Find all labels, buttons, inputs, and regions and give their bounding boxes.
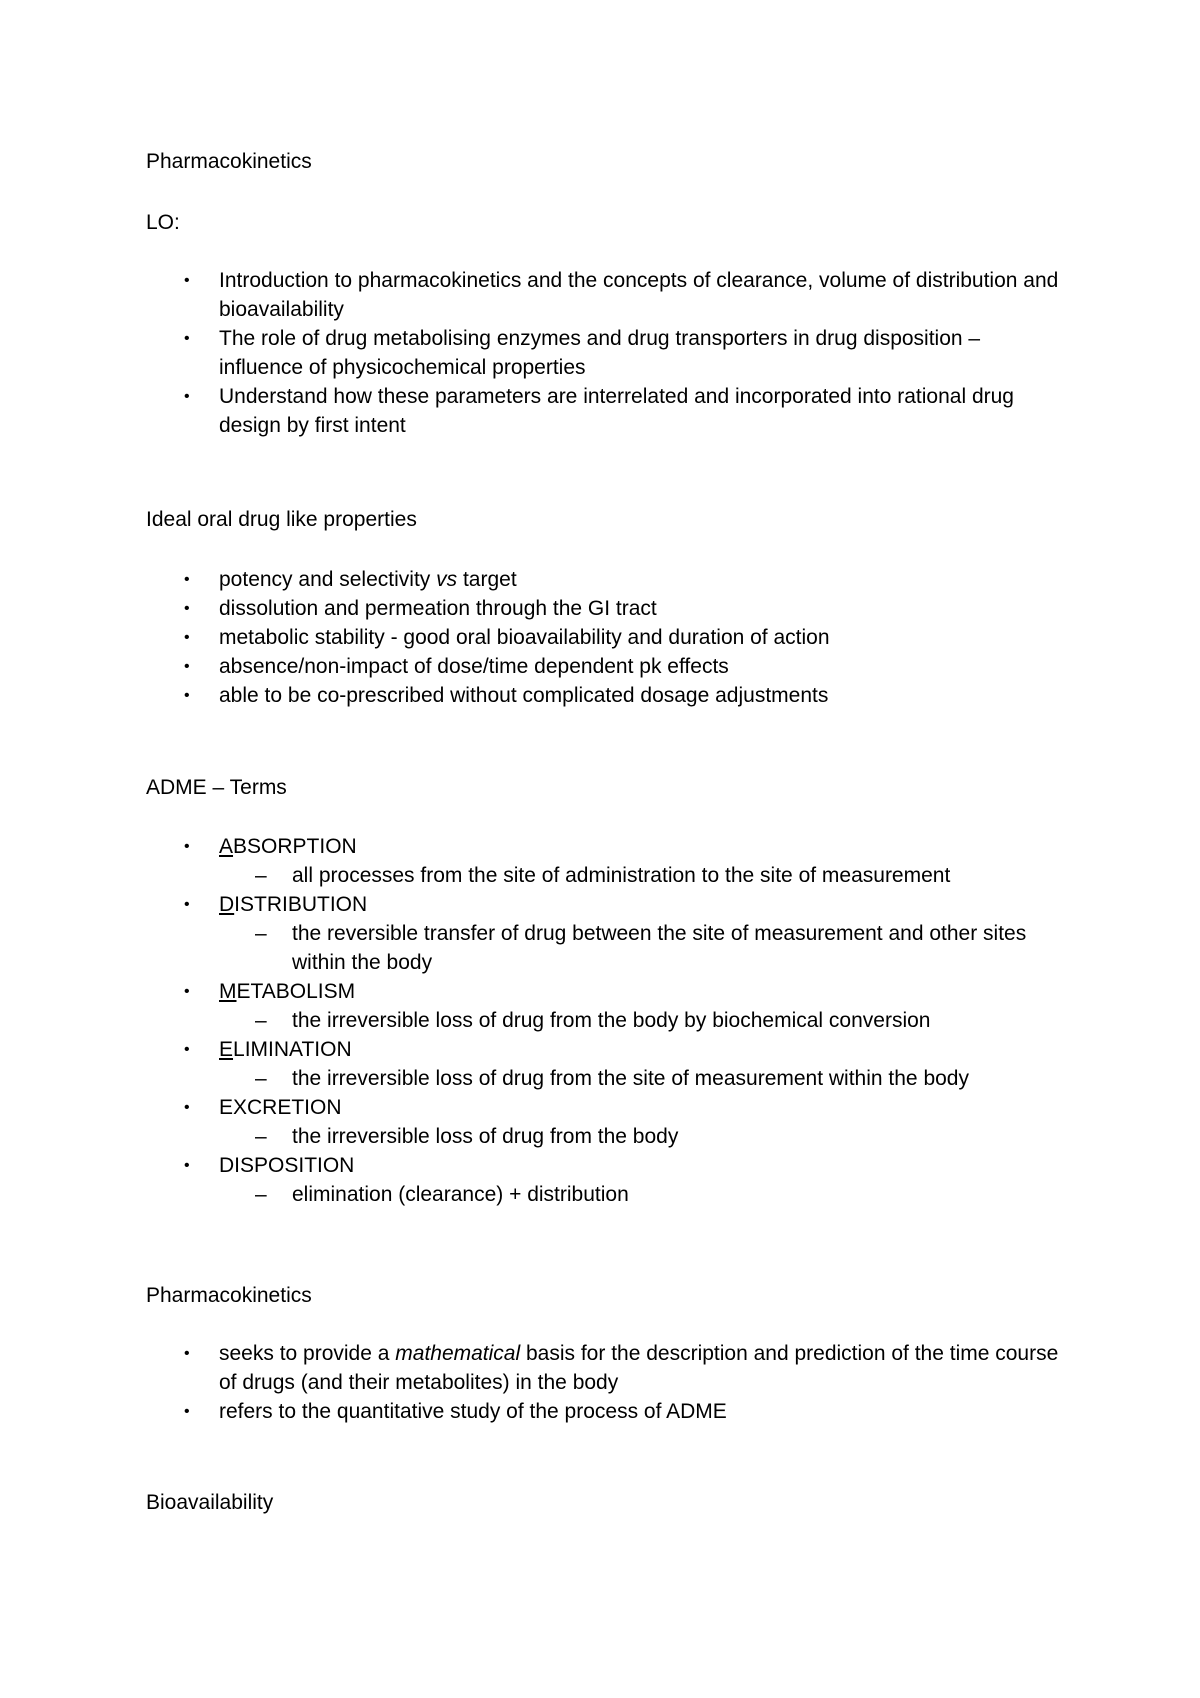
term-initial: M (219, 980, 237, 1003)
list-item: • The role of drug metabolising enzymes and drug transporters in drug disposition – influence of physicochemical properties (146, 324, 1066, 382)
page-title: Pharmacokinetics (146, 150, 312, 173)
list-item (146, 1339, 1066, 1397)
adme-term (146, 832, 1066, 890)
term-definition: – elimination (clearance) + distribution (219, 1180, 1066, 1209)
term-definition-list (219, 1064, 1066, 1093)
list-item: • dissolution and permeation through the GI tract (146, 594, 1066, 623)
bioavailability-heading: Bioavailability (146, 1491, 274, 1514)
ideal-properties-list (146, 565, 1066, 710)
term-definition: – all processes from the site of administration to the site of measurement (219, 861, 1066, 890)
lo-list (146, 266, 1066, 440)
term-rest: DISPOSITION (219, 1154, 355, 1177)
term-initial: D (219, 893, 235, 916)
term-definition-list (219, 861, 1066, 890)
adme-term (146, 977, 1066, 1035)
list-item (146, 565, 1066, 594)
term-rest: LIMINATION (233, 1038, 352, 1061)
pharmacokinetics-list (146, 1339, 1066, 1426)
text-part: seeks to provide a (219, 1342, 396, 1365)
term-initial: E (219, 1038, 234, 1061)
term-definition: – the irreversible loss of drug from the body (219, 1122, 1066, 1151)
term-definition-list (219, 1180, 1066, 1209)
italic-text: mathematical (395, 1342, 521, 1365)
list-item: • Introduction to pharmacokinetics and the concepts of clearance, volume of distribution and bioavailability (146, 266, 1066, 324)
term-definition: – the irreversible loss of drug from the body by biochemical conversion (219, 1006, 1066, 1035)
adme-term (146, 1093, 1066, 1151)
term-definition-list (219, 1006, 1066, 1035)
text-part: basis for the description and prediction of the time course of drugs (and their metabolites) in the body (219, 1342, 1059, 1394)
term-rest: ISTRIBUTION (234, 893, 368, 916)
adme-heading: ADME – Terms (146, 776, 287, 799)
term-definition: – the irreversible loss of drug from the site of measurement within the body (219, 1064, 1066, 1093)
term-definition-list (219, 1122, 1066, 1151)
ideal-properties-heading: Ideal oral drug like properties (146, 508, 417, 531)
adme-term (146, 1035, 1066, 1093)
lo-heading: LO: (146, 211, 180, 234)
list-item: • absence/non-impact of dose/time dependent pk effects (146, 652, 1066, 681)
list-item: • metabolic stability - good oral bioavailability and duration of action (146, 623, 1066, 652)
text-part: target (457, 568, 517, 591)
term-definition: – the reversible transfer of drug between the site of measurement and other sites within the body (219, 919, 1066, 977)
pharmacokinetics-heading: Pharmacokinetics (146, 1284, 312, 1307)
adme-term (146, 890, 1066, 977)
italic-text: vs (436, 568, 458, 591)
list-item: • Understand how these parameters are interrelated and incorporated into rational drug design by first intent (146, 382, 1066, 440)
term-definition-list (219, 919, 1066, 977)
term-initial: A (219, 835, 234, 858)
adme-terms-list (146, 832, 1066, 1209)
term-rest: ETABOLISM (236, 980, 356, 1003)
list-item: • able to be co-prescribed without complicated dosage adjustments (146, 681, 1066, 710)
list-item: • refers to the quantitative study of the process of ADME (146, 1397, 1066, 1426)
adme-term (146, 1151, 1066, 1209)
term-rest: EXCRETION (219, 1096, 342, 1119)
text-part: potency and selectivity (219, 568, 437, 591)
term-rest: BSORPTION (233, 835, 357, 858)
